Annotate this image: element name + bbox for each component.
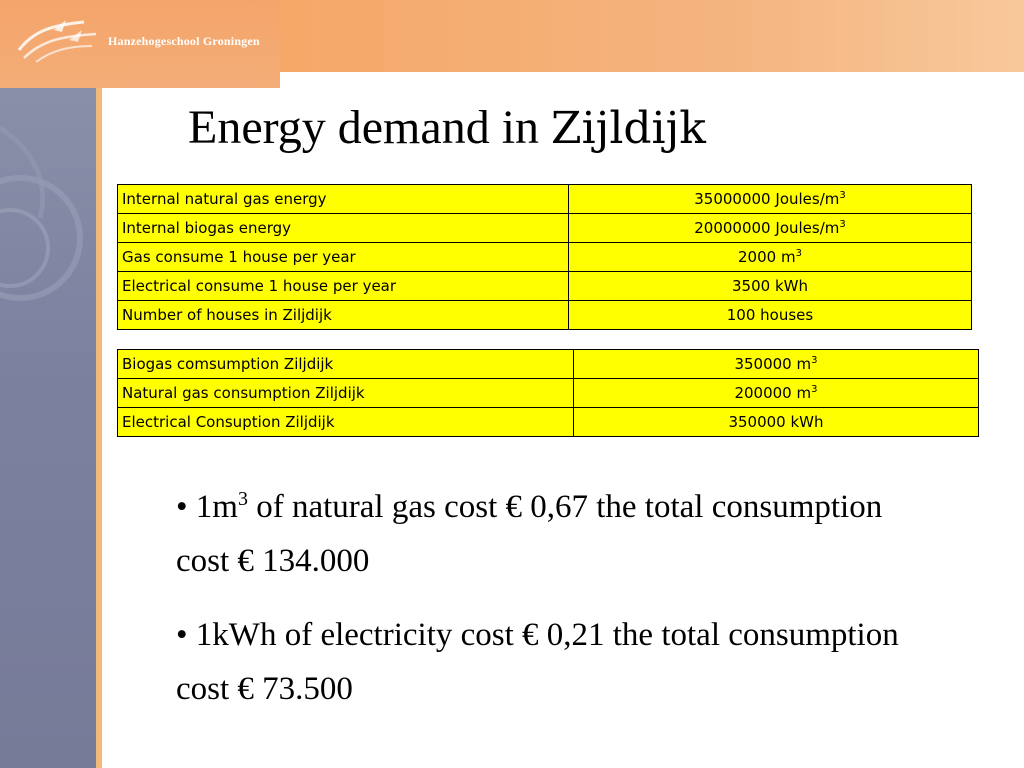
- left-band-decoration: [0, 88, 96, 338]
- value-unit: kWh: [790, 413, 824, 431]
- unit-exponent: 3: [839, 219, 846, 230]
- value-unit: m: [796, 355, 812, 373]
- page-title: [188, 100, 706, 155]
- bullet-list: [176, 480, 936, 736]
- unit-exponent: 3: [795, 248, 802, 259]
- left-band-edge: [96, 88, 102, 768]
- value-unit: houses: [760, 306, 814, 324]
- table-row: [118, 379, 979, 408]
- row-label: Gas consume 1 house per year: [118, 243, 569, 272]
- table-row: [118, 301, 972, 330]
- value-number: 200000: [734, 384, 792, 402]
- table-row: [118, 243, 972, 272]
- value-unit: m: [780, 248, 796, 266]
- row-label: Biogas comsumption Ziljdijk: [118, 350, 574, 379]
- row-label: Number of houses in Ziljdijk: [118, 301, 569, 330]
- table-row: [118, 185, 972, 214]
- title-main: Energy demand in: [188, 101, 540, 154]
- value-number: 350000: [734, 355, 792, 373]
- row-value: [574, 379, 979, 408]
- logo-text: Hanzehogeschool Groningen: [108, 34, 260, 48]
- table-row: [118, 272, 972, 301]
- value-number: 20000000: [694, 219, 771, 237]
- row-value: [569, 272, 972, 301]
- row-value: [574, 408, 979, 437]
- header-bar: [280, 0, 1024, 72]
- table-row: [118, 408, 979, 437]
- unit-exponent: 3: [839, 190, 846, 201]
- value-unit: Joules/m: [775, 190, 840, 208]
- totals-table: [117, 349, 979, 437]
- value-number: 2000: [738, 248, 777, 266]
- row-label: Electrical consume 1 house per year: [118, 272, 569, 301]
- inputs-table: [117, 184, 972, 330]
- value-unit: Joules/m: [775, 219, 840, 237]
- row-value: [574, 350, 979, 379]
- bullet-gas-cost: • $1m^3$ of natural gas cost € 0,67 the total consumption cost € 134.000: [176, 488, 883, 579]
- row-value: [569, 243, 972, 272]
- bullet-electricity-cost: • 1kWh of electricity cost € 0,21 the total consumption cost € 73.500: [176, 617, 899, 707]
- title-place: Zijldijk: [551, 103, 706, 154]
- logo-area: [0, 0, 280, 88]
- value-number: 3500: [732, 277, 771, 295]
- row-value: [569, 185, 972, 214]
- row-label: Electrical Consuption Ziljdijk: [118, 408, 574, 437]
- table-row: [118, 214, 972, 243]
- value-unit: m: [796, 384, 812, 402]
- value-unit: kWh: [774, 277, 808, 295]
- unit-exponent: 3: [811, 384, 818, 395]
- row-value: [569, 301, 972, 330]
- row-label: Internal natural gas energy: [118, 185, 569, 214]
- row-label: Internal biogas energy: [118, 214, 569, 243]
- value-number: 350000: [728, 413, 786, 431]
- unit-exponent: 3: [811, 355, 818, 366]
- header-curve: [280, 72, 1024, 92]
- value-number: 35000000: [694, 190, 771, 208]
- table-row: [118, 350, 979, 379]
- row-value: [569, 214, 972, 243]
- hanze-logo-icon: [14, 10, 104, 70]
- value-number: 100: [726, 306, 756, 324]
- row-label: Natural gas consumption Ziljdijk: [118, 379, 574, 408]
